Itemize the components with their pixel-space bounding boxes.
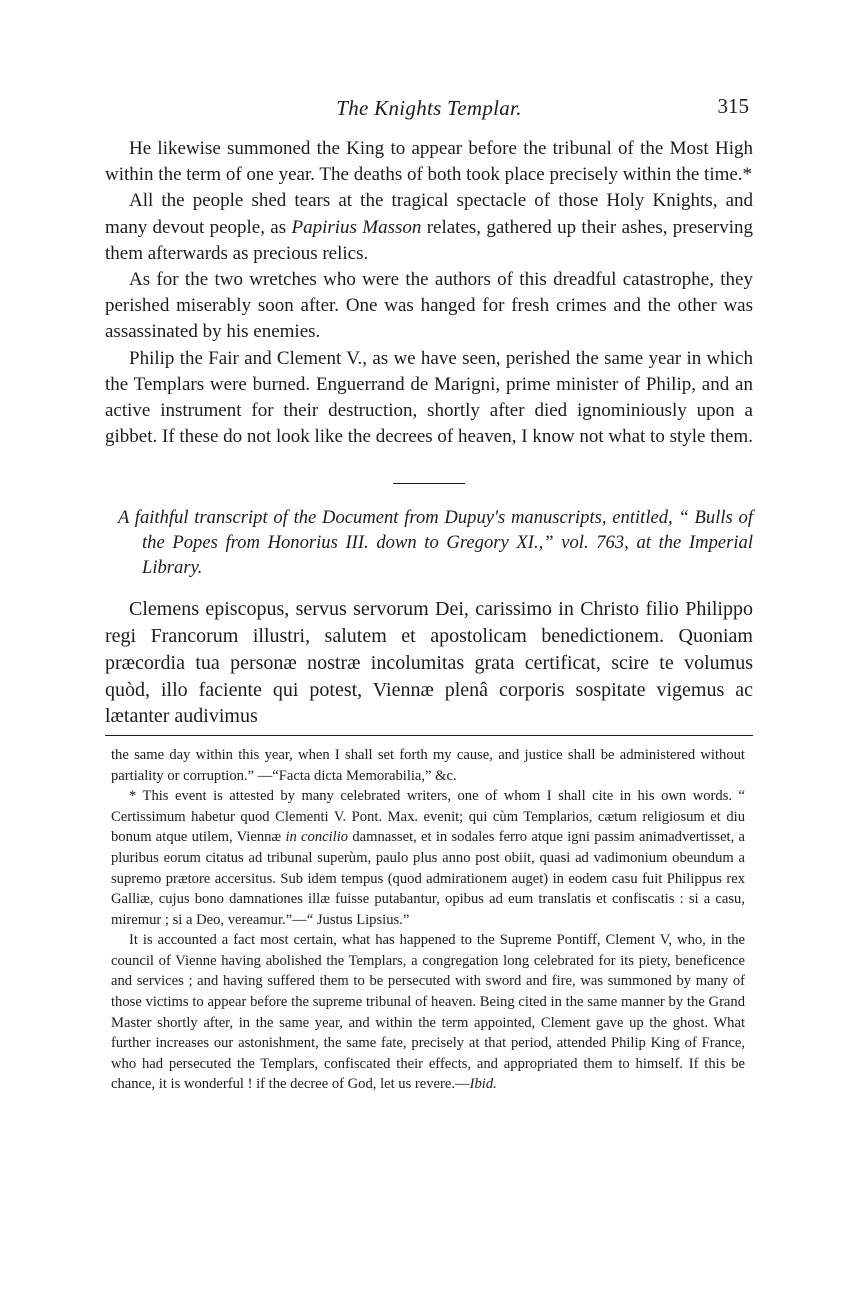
- page-number: 315: [717, 94, 749, 118]
- latin-document-text: [105, 596, 753, 730]
- italic-name: Papirius Masson: [291, 216, 422, 238]
- footnote-divider: [105, 735, 753, 736]
- paragraph: Clemens episcopus, servus servorum Dei, carissimo in Christo filio Philippo regi Francorum illustri, salutem et apostolicam benedictionem. Quoniam præcordia tua personæ nostræ incolumitas grata certificat, scire te volumus quòd, illo faciente qui potest, Viennæ plenâ corporis sospitate vigemus ac lætanter audivimus: [105, 598, 753, 728]
- footnote: It is accounted a fact most certain, what has happened to the Supreme Pontiff, Clement V, who, in the council of Vienne having abolished the Templars, a congregation long celebrated for its piety, beneficence and services ; and having suffered them to be persecuted with sword and fire, was summoned by many of those victims to appear before the supreme tribunal of heaven. Being cited in the same manner by the Grand Master shortly after, in the same year, and within the term appointed, Clement gave up the ghost. What further increases our astonishment, the same fate, precisely at that period, attended Philip King of France, who had persecuted the Templars, confiscated their effects, and appropriated them to himself. If this be chance, it is wonderful ! if the decree of God, let us revere.—Ibid.: [111, 932, 745, 1093]
- section-divider: [393, 483, 465, 484]
- paragraph: He likewise summoned the King to appear before the tribunal of the Most High within the term of one year. The deaths of both took place precisely within the time.*: [105, 138, 753, 186]
- book-page: [105, 96, 753, 1095]
- running-title: The Knights Templar.: [336, 96, 522, 120]
- footnotes: [105, 745, 753, 1095]
- footnote: * This event is attested by many celebrated writers, one of whom I shall cite in his own words. “ Certissimum habetur quod Clementi V. Pont. Max. evenit; qui cùm Templarios, cætum religiosum et diu bonum atque utilem, Viennæ in concilio damnasset, et in sodales ferro atque igni passim animadvertisset, a pluribus eorum citatus ad tribunal superùm, paulo plus anno post obiit, quasi ad vadimonium obeundum a supremo prætore accersitus. Sub idem tempus (quod admirationem auget) in eodem casu fuit Philippus rex Galliæ, cujus bono damnationes illæ fuisse putabantur, opibus ad eum translatis et confiscatis : si a casu, miremur ; si a Deo, vereamur.”—“ Justus Lipsius.”: [111, 788, 745, 928]
- paragraph: Philip the Fair and Clement V., as we have seen, perished the same year in which the Templars were burned. Enguerrand de Marigni, prime minister of Philip, and an active instrument for their destruction, shortly after died ignominiously upon a gibbet. If these do not look like the decrees of heaven, I know not what to style them.: [105, 347, 753, 448]
- page-header: [105, 96, 753, 136]
- footnote: the same day within this year, when I shall set forth my cause, and justice shall be administered without partiality or corruption.” —“Facta dicta Memorabilia,” &c.: [111, 746, 745, 784]
- main-text: [105, 136, 753, 450]
- document-caption: A faithful transcript of the Document from Dupuy's manuscripts, entitled, “ Bulls of the Popes from Honorius III. down to Gregory XI.,” vol. 763, at the Imperial Library.: [118, 507, 753, 579]
- paragraph: As for the two wretches who were the authors of this dreadful catastrophe, they perished miserably soon after. One was hanged for fresh crimes and the other was assassinated by his enemies.: [105, 269, 753, 343]
- paragraph: All the people shed tears at the tragical spectacle of those Holy Knights, and many devout people, as Papirius Masson relates, gathered up their ashes, preserving them afterwards as precious relics.: [105, 190, 753, 264]
